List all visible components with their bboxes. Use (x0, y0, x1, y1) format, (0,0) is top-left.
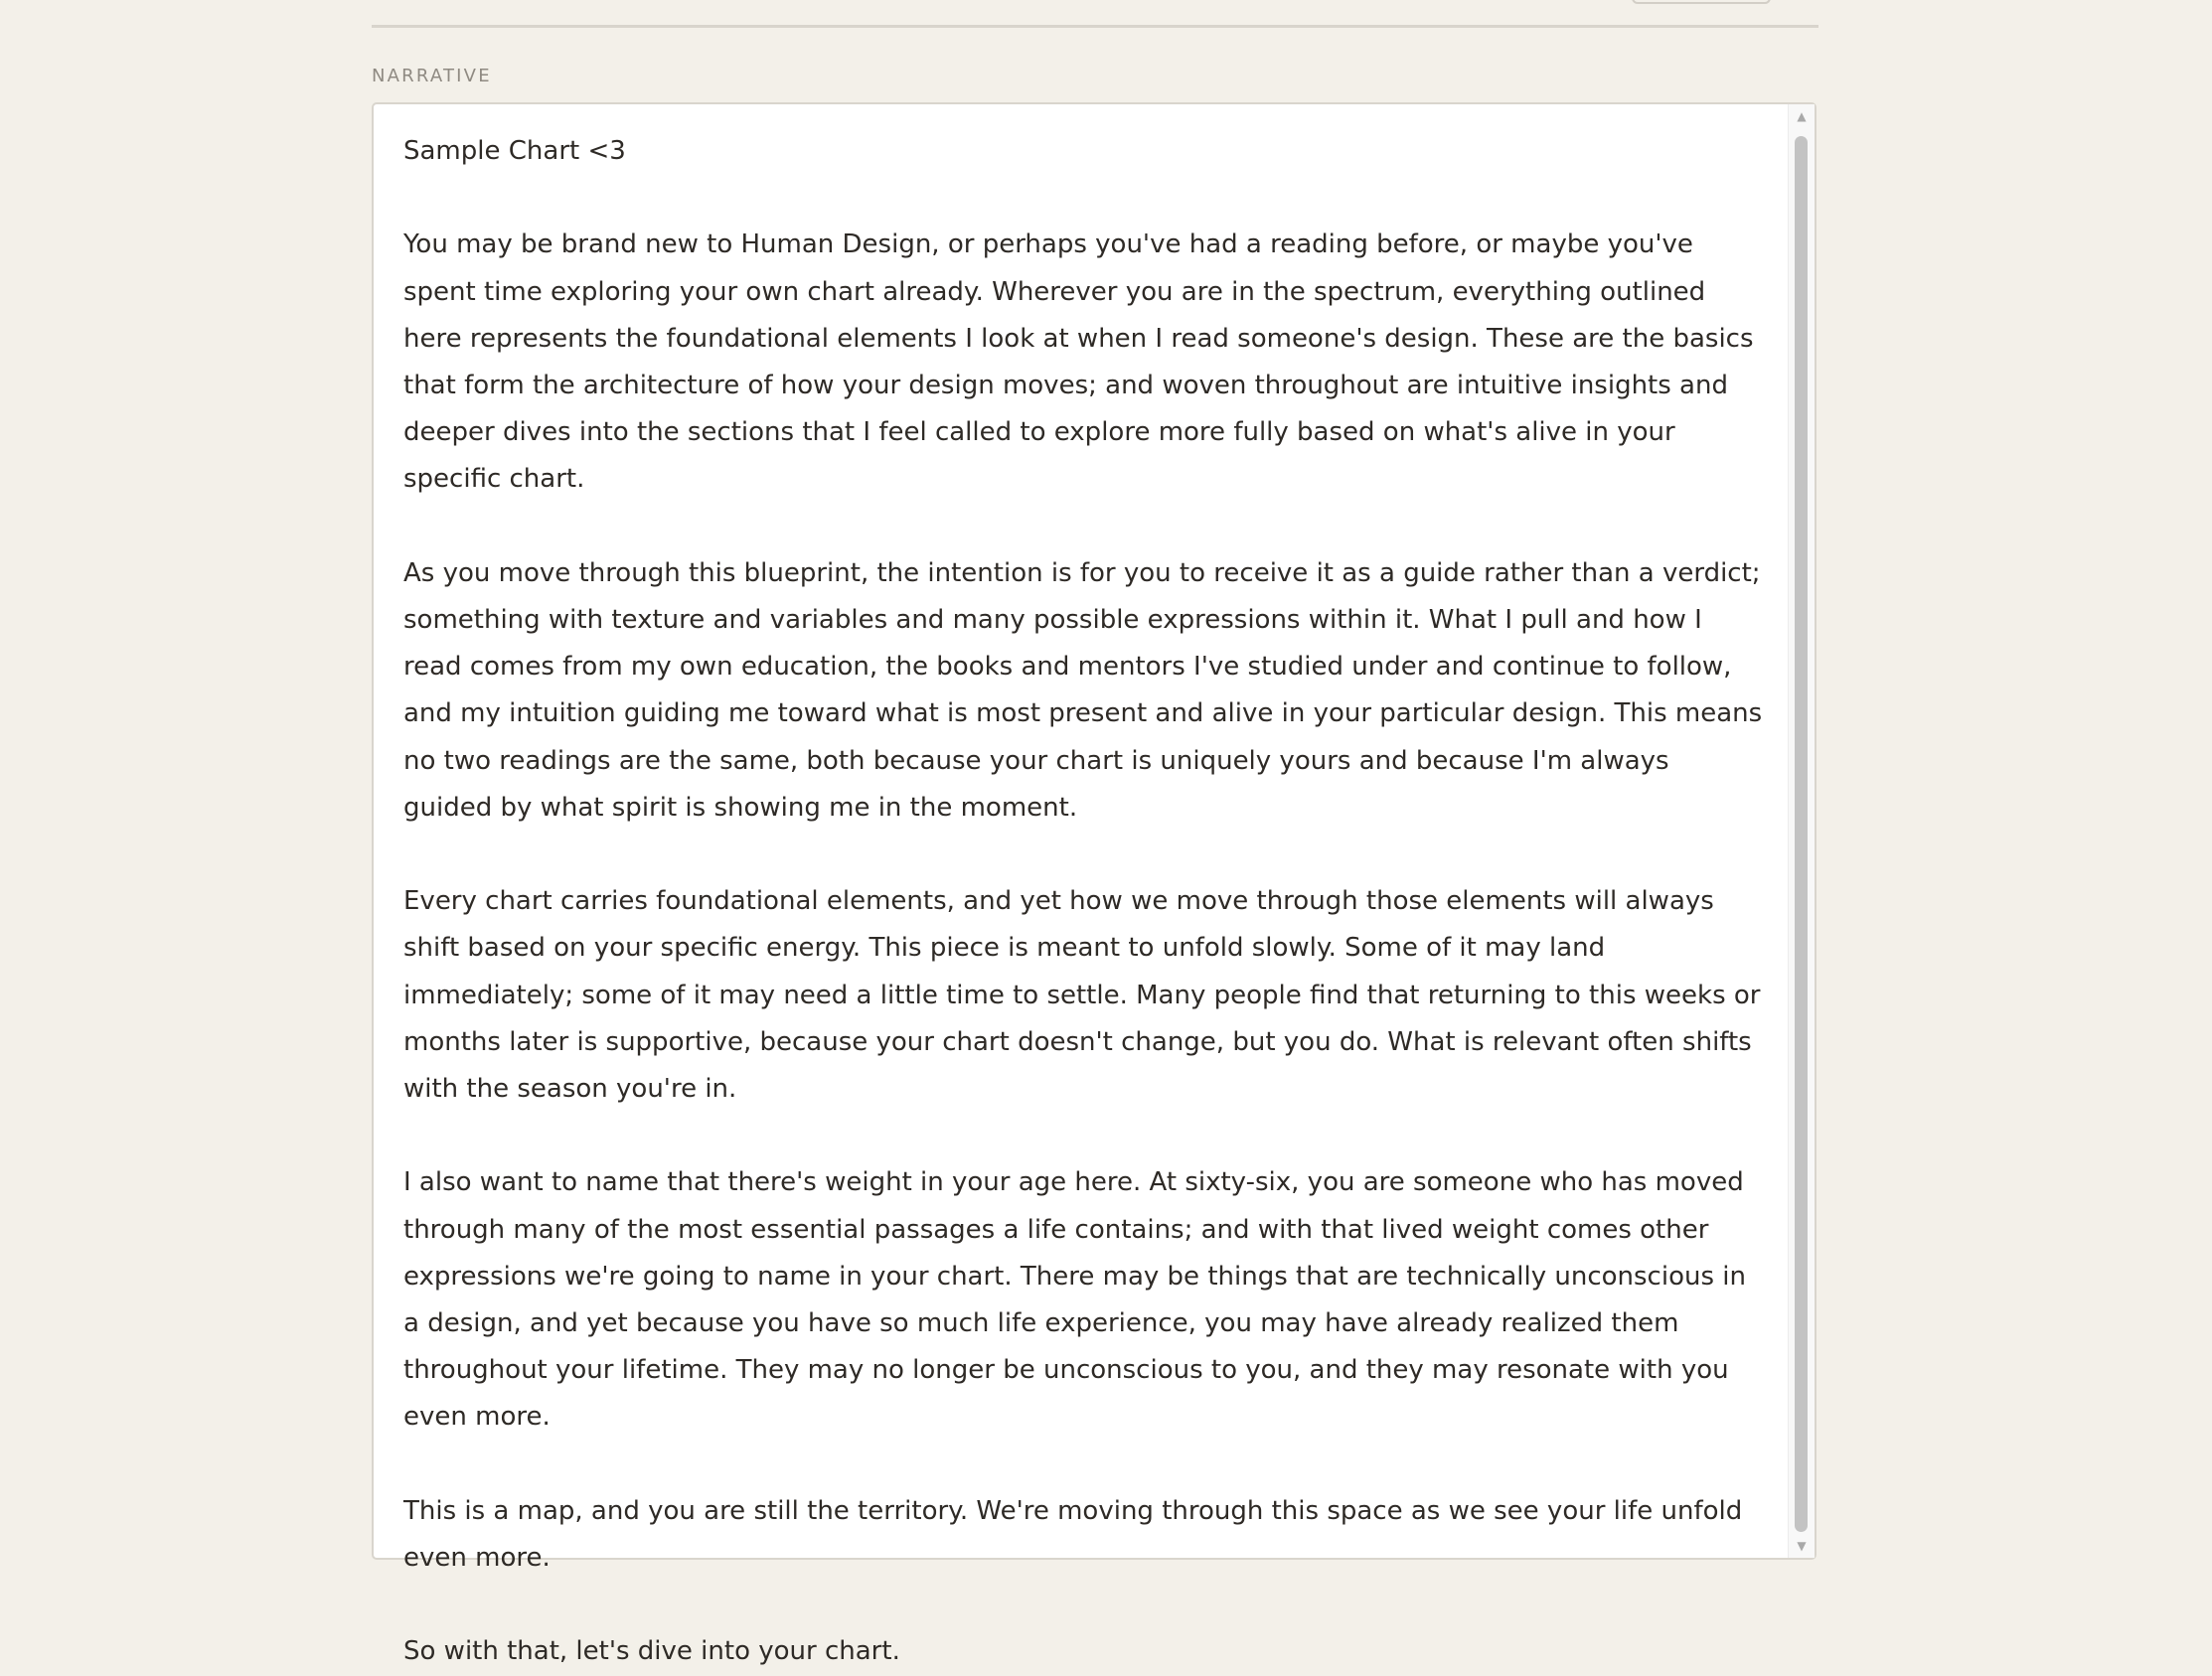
narrative-paragraph: As you move through this blueprint, the intention is for you to receive it as a guide rather than a verdict; something with texture and variables and many possible expressions within it. What I pull and how I read comes from my own education, the books and mentors I've studied under and continue to follow, and my intuition guiding me toward what is most present and alive in your particular design. This means no two readings are the same, both because your chart is uniquely yours and because I'm always guided by what spirit is showing me in the moment. (403, 557, 1763, 823)
section-label: NARRATIVE (372, 66, 492, 86)
narrative-content[interactable] (403, 128, 1765, 1676)
narrative-title: Sample Chart <3 (403, 136, 626, 166)
narrative-paragraph: Every chart carries foundational elements, and yet how we move through those elements will always shift based on your specific energy. This piece is meant to unfold slowly. Some of it may land immediately; some of it may need a little time to settle. Many people find that returning to this weeks or months later is supportive, because your chart doesn't change, but you do. What is relevant often shifts with the season you're in. (403, 886, 1761, 1105)
vertical-scrollbar[interactable] (1788, 104, 1815, 1558)
scroll-down-arrow-icon[interactable]: ▼ (1797, 1539, 1807, 1553)
top-control-edge[interactable] (1632, 0, 1771, 4)
narrative-paragraph: I also want to name that there's weight in your age here. At sixty-six, you are someone who has moved through many of the most essential passages a life contains; and with that lived weight comes other expressions we're going to name in your chart. There may be things that are technically unconscious in a design, and yet because you have so much life experience, you may have already realized them throughout your lifetime. They may no longer be unconscious to you, and they may resonate with you even more. (403, 1167, 1746, 1433)
section-divider (372, 25, 1818, 28)
narrative-paragraph: So with that, let's dive into your chart. (403, 1636, 900, 1667)
narrative-paragraph: You may be brand new to Human Design, or perhaps you've had a reading before, or maybe you've spent time exploring your own chart already. Wherever you are in the spectrum, everything outlined here represents the foundational elements I look at when I read someone's design. These are the basics that form the architecture of how your design moves; and woven throughout are intuitive insights and deeper dives into the sections that I feel called to explore more fully based on what's alive in your specific chart. (403, 229, 1754, 495)
narrative-textarea[interactable] (372, 102, 1817, 1667)
scroll-up-arrow-icon[interactable]: ▲ (1797, 109, 1807, 123)
narrative-paragraph: This is a map, and you are still the territory. We're moving through this space as we see your life unfold even more. (403, 1495, 1743, 1574)
scrollbar-thumb[interactable] (1795, 136, 1808, 1532)
